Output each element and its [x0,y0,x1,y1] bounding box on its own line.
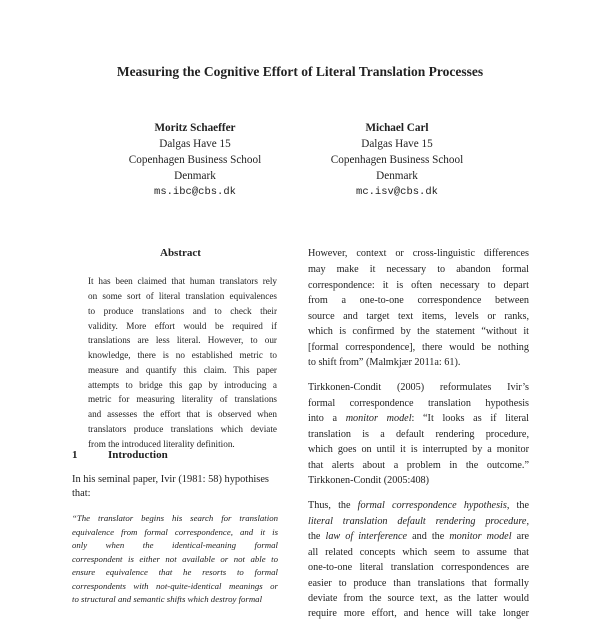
quote-line: correspondents with not-quite-identical meanings or [72,581,278,591]
italic-term: formal correspondence hypothesis [357,500,507,511]
section-number: 1 [72,449,78,461]
body-line [308,411,529,426]
body-line: Tirkkonen-Condit (2005) reformulates Ivir’s [308,382,529,393]
abstract-line: from the introduced literality definition. [88,439,235,449]
text-run: and the [407,531,450,542]
author-email: mc.isv@cbs.dk [356,186,438,198]
body-line: easier to produce than translations that formally [308,578,529,589]
abstract-line: and assesses the effort that is observed when [88,409,277,419]
body-line [308,514,529,529]
author-country: Denmark [174,170,216,182]
body-line: formal correspondence translation hypothesis [308,398,529,409]
body-line: all related concepts which seem to assume that [308,547,529,558]
quote-line: ensure equivalence that he resorts to formal [72,567,278,577]
author-country: Denmark [376,170,418,182]
author-address: Dalgas Have 15 [159,138,231,150]
quote-line: “The translator begins his search for translation [72,513,278,523]
body-line: Tirkkonen-Condit (2005:408) [308,475,430,486]
abstract-line: attempts to bridge this gap by introducing a [88,380,277,390]
body-line: that alerts about a problem in the outcome.” [308,460,529,471]
italic-term: literal translation default rendering procedure [308,516,527,527]
author-block-2 [297,120,497,200]
body-line: deviate from the source text, as the latter would [308,593,529,604]
intro-line: In his seminal paper, Ivir (1981: 58) hypothises [72,474,269,485]
body-line: source and target text items, levels or ranks, [308,311,529,322]
body-line: one-to-one literal translation correspondences are [308,562,529,573]
section-heading [72,449,168,461]
paper-title: Measuring the Cognitive Effort of Literal Translation Processes [116,64,484,79]
body-line: However, context or cross-linguistic differences [308,248,529,259]
quote-line: correspondent is either not available or not able to [72,554,278,564]
text-run: : “It looks as if literal [411,413,529,424]
author-name: Michael Carl [365,122,429,134]
italic-term: monitor model [449,531,512,542]
author-institution: Copenhagen Business School [128,154,262,166]
quote-line: equivalence from formal correspondence, and it is [72,527,278,537]
body-line: which is confirmed by the statement “without it [308,326,529,337]
body-line: [formal correspondence], there would be nothing [308,342,529,353]
body-line [308,529,529,544]
abstract-line: measure and quantify this claim. This paper [88,365,277,375]
text-run: , the [506,500,529,511]
quote-line: to structural and semantic shifts which destroy formal [72,594,263,604]
author-name: Moritz Schaeffer [154,122,236,134]
italic-term: law of interference [325,531,408,542]
abstract-heading: Abstract [160,247,201,259]
body-line: from a one-to-one correspondence between [308,295,529,306]
body-line: which goes on until it is interrupted by a monitor [308,444,529,455]
text-run: the [308,531,326,542]
abstract-line: translations are less literal. However, to our [88,335,277,345]
author-institution: Copenhagen Business School [330,154,464,166]
author-address: Dalgas Have 15 [361,138,433,150]
abstract-line: metric for measuring literality of translations [88,394,277,404]
body-line: translation is a default rendering procedure, [308,429,529,440]
abstract-line: knowledge, there is no established metric to [88,350,277,360]
abstract-line: It has been claimed that human translators rely [88,276,277,286]
text-run: are [511,531,530,542]
body-line: correspondence: it is often necessary to depart [308,280,529,291]
body-line: to shift from” (Malmkjær 2011a: 61). [308,357,461,368]
author-email: ms.ibc@cbs.dk [154,186,236,198]
body-line: require more effort, and hence will take longer [308,608,529,619]
text-run: , [526,516,529,527]
text-run: into a [308,413,346,424]
author-block-1 [95,120,295,200]
text-run: Thus, the [308,500,358,511]
body-line [308,498,529,513]
abstract-line: translators produce translations which deviate [88,424,277,434]
abstract-line: validity. More effort would be required if [88,321,277,331]
intro-line: that: [72,488,91,499]
quote-line: only when the identical-meaning formal [72,540,278,550]
abstract-line: on some sort of literal translation equivalences [88,291,277,301]
abstract-line: to produce translations and to check their [88,306,277,316]
italic-term: monitor model [345,413,412,424]
section-title: Introduction [108,449,168,461]
body-line: may make it necessary to abandon formal [308,264,529,275]
